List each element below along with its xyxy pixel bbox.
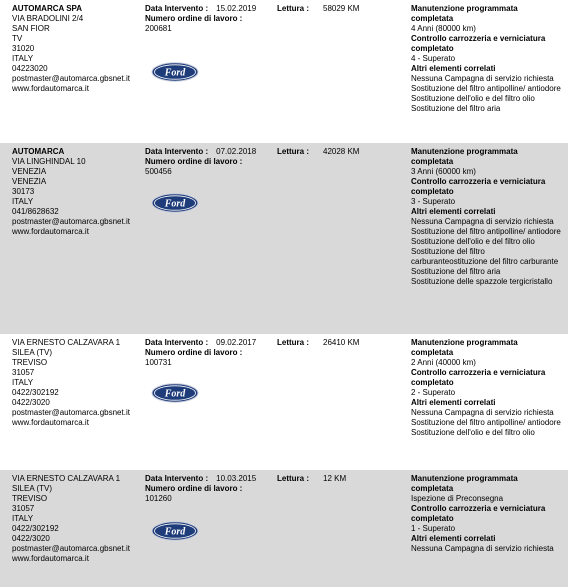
service-item: 2 - Superato bbox=[411, 388, 456, 397]
dealer-info bbox=[12, 4, 140, 94]
service-item: Sostituzione del filtro aria bbox=[411, 104, 501, 113]
dealer-name: AUTOMARCA SPA bbox=[12, 4, 83, 13]
dealer-name: VIA ERNESTO CALZAVARA 1 bbox=[12, 338, 121, 347]
odometer-reading: 26410 KM bbox=[323, 338, 360, 347]
dealer-line: 0422/302192 bbox=[12, 388, 59, 397]
ford-logo-icon bbox=[151, 62, 199, 82]
dealer-line: VIA BRADOLINI 2/4 bbox=[12, 14, 84, 23]
date-label: Data Intervento : bbox=[145, 474, 209, 483]
intervention-date: 10.03.2015 bbox=[216, 474, 257, 483]
service-record-1 bbox=[0, 0, 568, 143]
ford-logo-icon bbox=[151, 193, 199, 213]
service-item: Sostituzione del filtro antipolline/ antiodore bbox=[411, 84, 561, 93]
intervention-info bbox=[145, 147, 275, 177]
dealer-line: www.fordautomarca.it bbox=[12, 418, 89, 427]
service-heading: Manutenzione programmata completata bbox=[411, 147, 518, 166]
service-item: Sostituzione del filtro aria bbox=[411, 267, 501, 276]
service-item: 4 - Superato bbox=[411, 54, 456, 63]
order-label: Numero ordine di lavoro : bbox=[145, 484, 243, 493]
order-label: Numero ordine di lavoro : bbox=[145, 14, 243, 23]
reading-label: Lettura : bbox=[277, 474, 309, 483]
service-item: Nessuna Campagna di servizio richiesta bbox=[411, 74, 554, 83]
logo-text: Ford bbox=[164, 526, 186, 538]
reading-info bbox=[277, 474, 407, 484]
service-item: Nessuna Campagna di servizio richiesta bbox=[411, 217, 554, 226]
dealer-line: TREVISO bbox=[12, 358, 48, 367]
services-list bbox=[411, 474, 561, 554]
order-label: Numero ordine di lavoro : bbox=[145, 348, 243, 357]
service-heading: Manutenzione programmata completata bbox=[411, 4, 518, 23]
intervention-date: 07.02.2018 bbox=[216, 147, 257, 156]
service-item: Nessuna Campagna di servizio richiesta bbox=[411, 408, 554, 417]
service-item: Sostituzione dell'olio e del filtro olio bbox=[411, 237, 535, 246]
date-label: Data Intervento : bbox=[145, 147, 209, 156]
dealer-line: ITALY bbox=[12, 514, 34, 523]
dealer-line: 0422/302192 bbox=[12, 524, 59, 533]
dealer-line: TV bbox=[12, 34, 23, 43]
reading-info bbox=[277, 4, 407, 14]
dealer-line: 31057 bbox=[12, 368, 35, 377]
service-heading: Altri elementi correlati bbox=[411, 398, 496, 407]
service-item: 3 - Superato bbox=[411, 197, 456, 206]
service-item: Sostituzione del filtro antipolline/ antiodore bbox=[411, 418, 561, 427]
odometer-reading: 12 KM bbox=[323, 474, 347, 483]
dealer-line: VENEZIA bbox=[12, 167, 47, 176]
dealer-line: ITALY bbox=[12, 54, 34, 63]
dealer-line: 30173 bbox=[12, 187, 35, 196]
logo-text: Ford bbox=[164, 67, 186, 79]
service-heading: Controllo carrozzeria e verniciatura completato bbox=[411, 368, 546, 387]
service-record-4 bbox=[0, 470, 568, 587]
reading-label: Lettura : bbox=[277, 4, 309, 13]
dealer-info bbox=[12, 338, 140, 428]
dealer-line: 31057 bbox=[12, 504, 35, 513]
odometer-reading: 58029 KM bbox=[323, 4, 360, 13]
service-heading: Manutenzione programmata completata bbox=[411, 338, 518, 357]
dealer-line: www.fordautomarca.it bbox=[12, 84, 89, 93]
dealer-line: TREVISO bbox=[12, 494, 48, 503]
service-item: Sostituzione dell'olio e del filtro olio bbox=[411, 428, 535, 437]
service-item: 3 Anni (60000 km) bbox=[411, 167, 476, 176]
dealer-line: VIA LINGHINDAL 10 bbox=[12, 157, 86, 166]
service-heading: Altri elementi correlati bbox=[411, 64, 496, 73]
service-item: Sostituzione del filtro carburanteostituzione del filtro carburante bbox=[411, 247, 559, 266]
intervention-info bbox=[145, 474, 275, 504]
reading-label: Lettura : bbox=[277, 147, 309, 156]
dealer-line: postmaster@automarca.gbsnet.it bbox=[12, 217, 130, 226]
dealer-name: AUTOMARCA bbox=[12, 147, 65, 156]
dealer-line: VENEZIA bbox=[12, 177, 47, 186]
logo-text: Ford bbox=[164, 198, 186, 210]
order-number: 200681 bbox=[145, 24, 172, 33]
ford-logo-icon bbox=[151, 521, 199, 541]
date-label: Data Intervento : bbox=[145, 338, 209, 347]
service-item: Sostituzione del filtro antipolline/ antiodore bbox=[411, 227, 561, 236]
service-item: Sostituzione delle spazzole tergicristallo bbox=[411, 277, 553, 286]
service-heading: Controllo carrozzeria e verniciatura completato bbox=[411, 504, 546, 523]
service-record-2 bbox=[0, 143, 568, 334]
dealer-line: www.fordautomarca.it bbox=[12, 554, 89, 563]
dealer-line: postmaster@automarca.gbsnet.it bbox=[12, 74, 130, 83]
service-heading: Controllo carrozzeria e verniciatura completato bbox=[411, 34, 546, 53]
odometer-reading: 42028 KM bbox=[323, 147, 360, 156]
service-heading: Altri elementi correlati bbox=[411, 534, 496, 543]
services-list bbox=[411, 338, 561, 438]
dealer-line: postmaster@automarca.gbsnet.it bbox=[12, 544, 130, 553]
dealer-line: 0422/3020 bbox=[12, 534, 50, 543]
services-list bbox=[411, 147, 561, 287]
service-item: Ispezione di Preconsegna bbox=[411, 494, 504, 503]
service-item: 4 Anni (80000 km) bbox=[411, 24, 476, 33]
intervention-date: 15.02.2019 bbox=[216, 4, 257, 13]
dealer-line: 041/8628632 bbox=[12, 207, 59, 216]
intervention-info bbox=[145, 4, 275, 34]
dealer-info bbox=[12, 474, 140, 564]
services-list bbox=[411, 4, 561, 114]
dealer-line: SILEA (TV) bbox=[12, 348, 53, 357]
service-item: 1 - Superato bbox=[411, 524, 456, 533]
dealer-line: ITALY bbox=[12, 197, 34, 206]
dealer-name: VIA ERNESTO CALZAVARA 1 bbox=[12, 474, 121, 483]
dealer-line: ITALY bbox=[12, 378, 34, 387]
order-number: 500456 bbox=[145, 167, 172, 176]
service-item: Nessuna Campagna di servizio richiesta bbox=[411, 544, 554, 553]
reading-info bbox=[277, 338, 407, 348]
dealer-line: www.fordautomarca.it bbox=[12, 227, 89, 236]
dealer-line: SILEA (TV) bbox=[12, 484, 53, 493]
service-heading: Altri elementi correlati bbox=[411, 207, 496, 216]
dealer-line: 04223020 bbox=[12, 64, 48, 73]
dealer-info bbox=[12, 147, 140, 237]
dealer-line: postmaster@automarca.gbsnet.it bbox=[12, 408, 130, 417]
date-label: Data Intervento : bbox=[145, 4, 209, 13]
service-heading: Controllo carrozzeria e verniciatura completato bbox=[411, 177, 546, 196]
intervention-date: 09.02.2017 bbox=[216, 338, 257, 347]
service-item: Sostituzione dell'olio e del filtro olio bbox=[411, 94, 535, 103]
order-number: 101260 bbox=[145, 494, 172, 503]
logo-text: Ford bbox=[164, 388, 186, 400]
service-heading: Manutenzione programmata completata bbox=[411, 474, 518, 493]
ford-logo-icon bbox=[151, 383, 199, 403]
service-item: 2 Anni (40000 km) bbox=[411, 358, 476, 367]
order-label: Numero ordine di lavoro : bbox=[145, 157, 243, 166]
dealer-line: 0422/3020 bbox=[12, 398, 50, 407]
reading-info bbox=[277, 147, 407, 157]
service-record-3 bbox=[0, 334, 568, 470]
dealer-line: SAN FIOR bbox=[12, 24, 50, 33]
reading-label: Lettura : bbox=[277, 338, 309, 347]
intervention-info bbox=[145, 338, 275, 368]
order-number: 100731 bbox=[145, 358, 172, 367]
dealer-line: 31020 bbox=[12, 44, 35, 53]
